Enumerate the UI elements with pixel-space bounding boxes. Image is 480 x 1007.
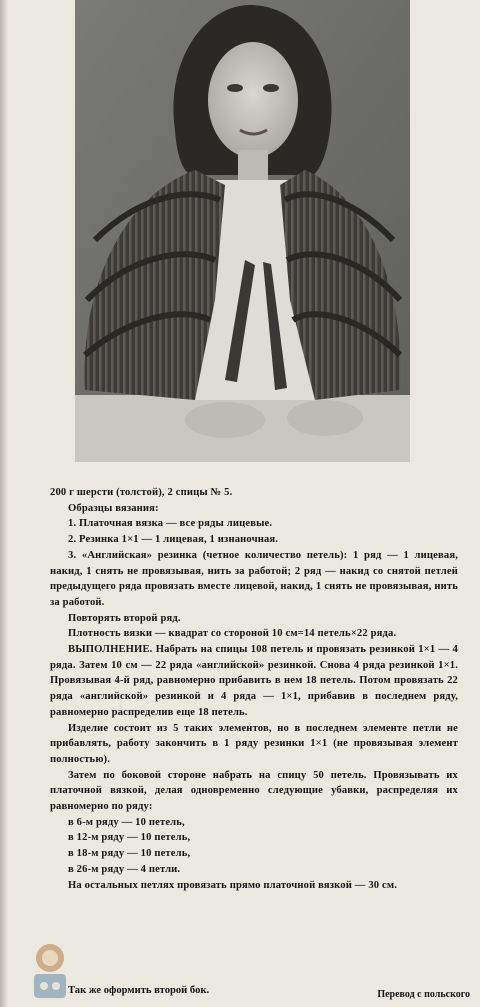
gauge: Плотность вязки — квадрат со стороной 10 см=14 петель×22 ряда. (68, 628, 397, 640)
instructions-elements: Изделие состоит из 5 таких элементов, но в последнем элементе петли не прибавлять, работу закончить в 1 ряду резинки 1×1 (не провязывая элемент полностью). (50, 722, 458, 765)
closing-instruction: Так же оформить второй бок. (68, 985, 210, 996)
instructions-start: ВЫПОЛНЕНИЕ. Набрать на спицы 108 петель и провязать резинкой 1×1 — 4 ряда. Затем 10 см — 22 ряда «английской» резинкой. Снова 4 ряда резинкой 1×1. Провязывая 4-й ряд, равномерно прибавить в нем 18 петель. Потом провязать 22 ряда «английской» резинкой и 4 ряда — 1×1, прибавив в последнем ряду, равномерно распределив еще 18 петель. (50, 644, 458, 718)
remaining-loops: На остальных петлях провязать прямо платочной вязкой — 30 см. (68, 879, 398, 891)
decrease-row-18: в 18-м ряду — 10 петель, (68, 848, 191, 860)
decrease-row-6: в 6-м ряду — 10 петель, (68, 816, 185, 828)
repeat-note: Повторять второй ряд. (68, 612, 181, 624)
decrease-row-12: в 12-м ряду — 10 петель, (68, 832, 191, 844)
translation-credit: Перевод с польского (377, 989, 470, 1000)
footer (50, 985, 470, 1003)
decrease-row-26: в 26-м ряду — 4 петли. (68, 863, 181, 875)
page-edge-shadow (0, 0, 8, 1007)
instructions-side: Затем по боковой стороне набрать на спицу 50 петель. Провязывать их платочной вязкой, делая одновременно следующие убавки, распределяя их равномерно по ряду: (50, 769, 458, 813)
stitch-2: 2. Резинка 1×1 — 1 лицевая, 1 изнаночная. (68, 534, 279, 546)
stitch-3: 3. «Английская» резинка (четное количество петель): 1 ряд — 1 лицевая, накид, 1 снять не провязывая, нить за работой; 2 ряд — накид со снятой петлей предыдущего ряда провязать вместе лицевой, накид, 1 снять не провязывая, нить за работой. (50, 549, 458, 608)
article-text (50, 485, 458, 893)
yarn-requirements: 200 г шерсти (толстой), 2 спицы № 5. (50, 487, 233, 498)
model-photo (75, 0, 410, 462)
samples-heading: Образцы вязания: (68, 502, 159, 514)
stitch-1: 1. Платочная вязка — все ряды лицевые. (68, 518, 273, 530)
